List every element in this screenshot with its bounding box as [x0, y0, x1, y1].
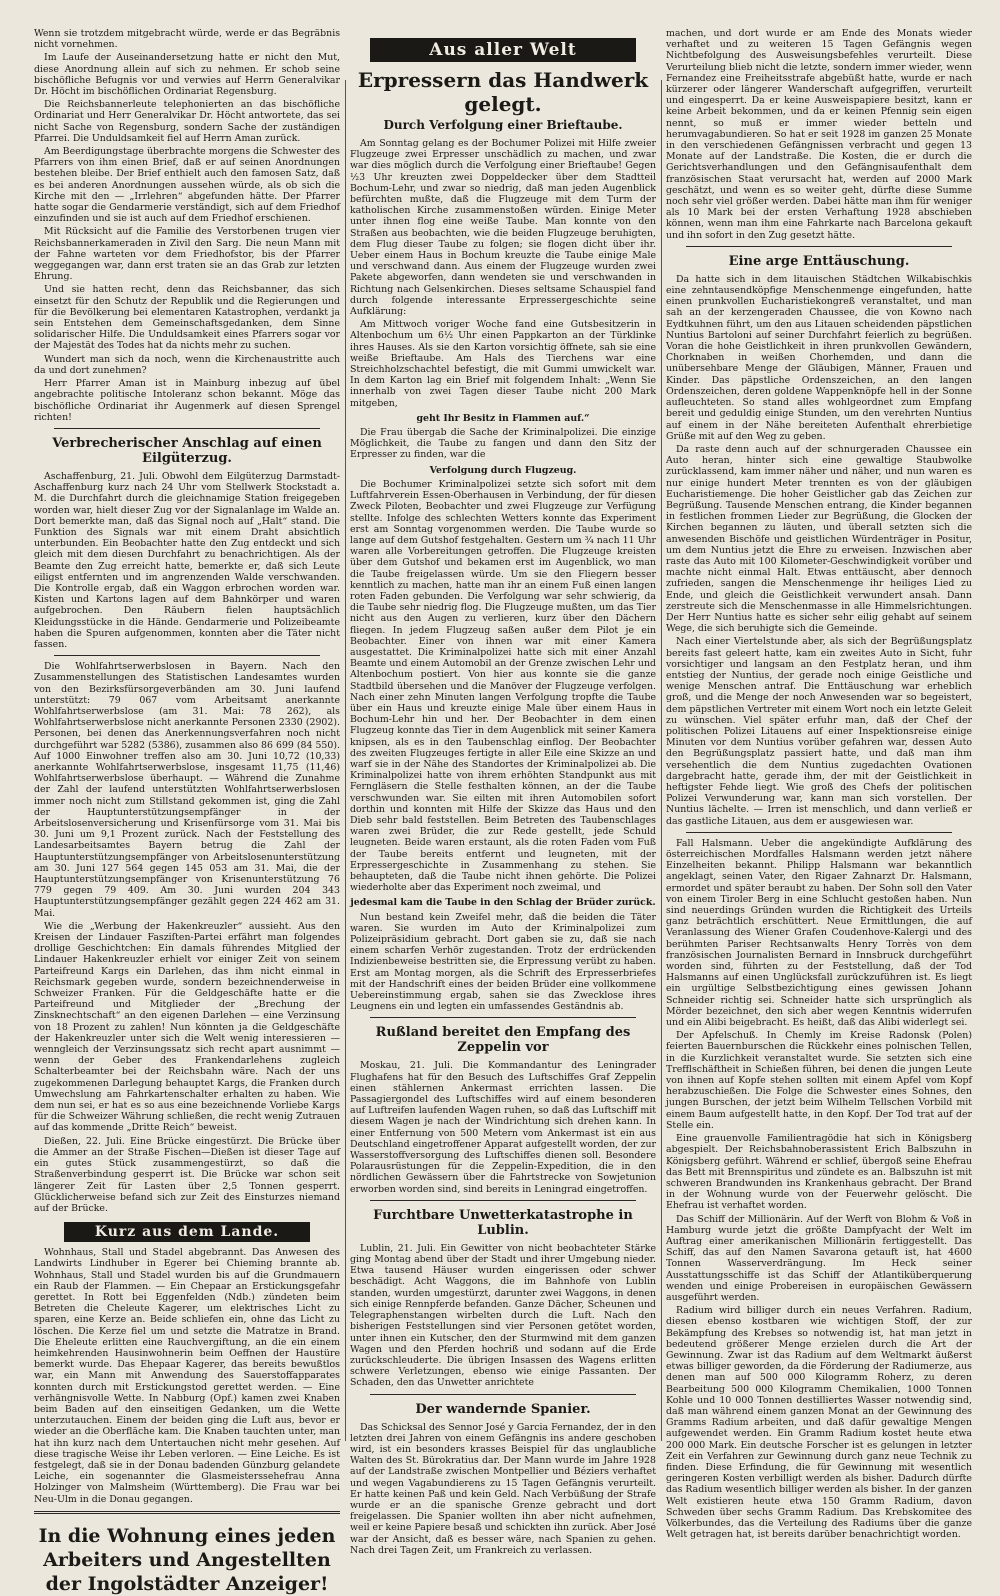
intro-paragraph: Im Laufe der Auseinandersetzung hatte er nicht den Mut, diese Anordnung allein auf sich zu nehmen. Er schob seine bischöfliche Befugnis vor und verwies auf Herrn Generalvikar Dr. Höcht im bischöflichen Ordinariat Regensburg.	[34, 52, 340, 98]
section-banner: Kurz aus dem Lande.	[64, 1222, 310, 1242]
article-paragraph: machen, und dort wurde er am Ende des Monats wieder verhaftet und zu weiteren 15 Tagen Gefängnis wegen Nichtbefolgung des Ausweisungsbefehles verurteilt. Diese Verurteilung blieb nicht die letzte, sondern immer wieder, wenn Fernandez eine Freiheitsstrafe abgebüßt hatte, wurde er nach kürzerer oder längerer Wanderschaft aufgegriffen, verurteilt und eingesperrt. Da er keine Ausweispapiere besitzt, kann er keine Arbeit bekommen, und da er keinen Pfennig sein eigen nennt, so muß er immer wieder betteln und herumvagabundieren. So hat er seit 1928 im ganzen 25 Monate in den verschiedenen Gefängnissen verbracht und gegen 13 Monate auf der Landstraße. Die Kosten, die er durch die Gerichtsverhandlungen und den Gefängnisaufenthalt dem französischen Staat verursacht hat, werden auf 2000 Mark geschätzt, und wenn es so weiter geht, dürfte diese Summe noch sehr viel größer werden. Dabei hätte man ihm für weniger als 10 Mark bei der ersten Verhaftung 1928 abschieben können, wenn man ihm eine Fahrkarte nach Barcelona gekauft und ihn sofort in den Zug gesetzt hätte.	[666, 28, 972, 241]
divider	[686, 832, 952, 833]
divider	[370, 1017, 636, 1018]
intro-paragraph: Die Reichsbannerleute telephonierten an das bischöfliche Ordinariat und Herr Generalvikar Dr. Höcht antwortete, das sei nicht Sache von Regensburg, sondern Sache der zuständigen Pfarrei. Die Unduldsamkeit fiel auf Herrn Aman zurück.	[34, 99, 340, 144]
article-paragraph: Die Wohlfahrtserwerbslosen in Bayern. Nach den Zusammenstellungen des Statistischen Landesamtes wurden von den Bezirksfürsorgeverbänden am 30. Juni laufend unterstützt: 79 067 vom Arbeitsamt anerkannte Wohlfahrtserwerbslose (am 31. Mai: 78 262), als Wohlfahrtserwerbslose nicht anerkannte Personen 2330 (2902). Personen, bei denen das Anerkennungsverfahren noch nicht durchgeführt war 5282 (5386), zusammen also 86 699 (84 550). Auf 1000 Einwohner treffen also am 30. Juni 10,72 (10,33) anerkannte Wohlfahrtserwerbslose, insgesamt 11,75 (11,46) Wohlfahrtserwerbslose überhaupt. — Während die Zunahme der Zahl der laufend unterstützten Wohlfahrtserwerbslosen immer noch nicht zum Stillstand gekommen ist, ging die Zahl der Hauptunterstützungsempfänger in der Arbeitslosenversicherung und Krisenfürsorge vom 31. Mai bis 30. Juni um 9,1 Prozent zurück. Nach der Feststellung des Landesarbeitsamtes Bayern betrug die Zahl der Hauptunterstützungsempfänger von Arbeitslosenunterstützung am 30. Juni 127 564 gegen 145 053 am 31. Mai, die der Hauptunterstützungsempfänger von Krisenunterstützung 76 779 gegen 79 409. Am 30. Juni wurden 204 343 Hauptunterstützungsempfänger gezählt gegen 224 462 am 31. Mai.	[34, 661, 340, 919]
article-paragraph: Wohnhaus, Stall und Stadel abgebrannt. Das Anwesen des Landwirts Lindhuber in Egerer bei Chieming brannte ab. Wohnhaus, Stall und Stadel wurden bis auf die Grundmauern ein Raub der Flammen. — Ein Chepaar an Erstickungsgefahr gerettet. In Rott bei Eggenfelden (Ndb.) zündeten beim Betreten die Cheleute Kagerer, um elektrisches Licht zu sparen, eine Kerze an. Beide schliefen ein, ohne das Licht zu löschen. Die Kerze fiel um und setzte die Matratze in Brand. Die Eheleute erlitten eine Rauchvergiftung, an die ein einem heimkehrenden Hausinwohnerin beim Oeffnen der Haustüre bemerkt wurde. Das Ehepaar Kagerer, das bereits bewußtlos war, ein Mann mit Anwendung des Sauerstoffapparates konnten durch mit Erstickungstod gerettet werden. — Eine verhängnisvolle Wette. In Nabburg (Opf.) kamen zwei Knaben beim Baden auf den einseitigen Gedanken, um die Wette unterzutauchen. Einem der beiden ging die Luft aus, bevor er wieder an die Oberfläche kam. Die Knaben tauchten unter, man hat ihn kurz nach dem Untertauchen nicht mehr gesehen. Auf diese tragische Weise ihr Leben verloren. — Eine Leiche. Es ist festgelegt, daß sie in der Donau badenden Günzburg gelandete Leiche, ein sogenannter die Glasmeisterssehefrau Anna Holzinger von Malmsheim (Württemberg). Die Frau war bei Neu-Ulm in die Donau gegangen.	[34, 1247, 340, 1505]
article-paragraph: Der Apfelschuß. In Chemly im Kreise Radonsk (Polen) feierten Bauernburschen die Rückkehr eines polnischen Tellen, in die Kurzlichkeit veranstaltet wurde. Sie setzten sich eine Trefflschäftheit in Schießen führen, bei denen die jungen Leute von ihnen auf Kopfe stehen sollten mit einem Apfel vom Kopf herabzuschießen. Die Folge die Schwester eines Sohnes, den jungen Burschen, der jetzt beim Wilhelm Tellschen Vorbild mit einem Baum aufgestellt hatte, in den Kopf. Der Tod trat auf der Stelle ein.	[666, 1030, 972, 1131]
article-headline: Verbrecherischer Anschlag auf einen Eilgüterzug.	[52, 435, 322, 466]
article-paragraph: Eine grauenvolle Familientragödie hat sich in Königsberg abgespielt. Der Reichsbahnoberassistent Erich Balbszuhn in Königsberg geführt. Während er schlief, übergoß seine Ehefrau das Bett mit Brennspiritus und zündete es an. Balbszuhn ist mit schweren Brandwunden ins Krankenhaus gebracht. Der Brand in der Wohnung wurde von der Feuerwehr gelöscht. Die Ehefrau ist verhaftet worden.	[666, 1133, 972, 1212]
article-paragraph: Da hatte sich in dem litauischen Städtchen Wilkabischkis eine zehntausendköpfige Menschenmenge eingefunden, hatte einen prunkvollen Eucharistiekongreß veranstaltet, und man sah an der kerzengeraden Chaussee, die von Kowno nach Eydtkuhnen führt, um den aus Litauen scheidenden päpstlichen Nuntius Bartoloni auf seiner Durchfahrt feierlich zu begrüßen. Voran die hohe Geistlichkeit in ihren prunkvollen Gewändern, Chorknaben in weißen Chorhemden, und dann die unübersehbare Menge der Gläubigen, Männer, Frauen und Kinder. Das päpstliche Ordenszeichen, an den langen Ordenszeichen, deren goldene Wappenknöpfe hell in der Sonne aufleuchteten. So stand alles wohlgeordnet zum Empfang bereit und geduldig einige Stunden, um den verehrten Nuntius auf einem in der Nähe bereiteten Aufenthalt ehrerbietige Grüße mit auf den Weg zu geben.	[666, 273, 972, 442]
intro-paragraph: Herr Pfarrer Aman ist in Mainburg inbezug auf übel angebrachte politische Intoleranz schon bekannt. Möge das bischöfliche Ordinariat ihr Augenmerk auf diesen Sprengel richten!	[34, 378, 340, 423]
intro-paragraph: Am Beerdigungstage überbrachte morgens die Schwester des Pfarrers von ihm einen Brief, daß er auf seinen Anordnungen bestehen bleibe. Der Brief enthielt auch den famosen Satz, daß es bei anderen Anordnungen aussehen würde, als ob sich die Kirche mit den — „Irrlehren“ abgefunden hätte. Der Pfarrer hatte sogar die Gendarmerie verständigt, sich auf dem Friedhof einzufinden und sie ist auch auf dem Friedhof erschienen.	[34, 146, 340, 225]
article-paragraph: Lublin, 21. Juli. Ein Gewitter von nicht beobachteter Stärke ging Montag abend über der Stadt und ihrer Umgebung nieder. Etwa tausend Häuser wurden eingerissen oder schwer beschädigt. Acht Waggons, die im Bahnhofe von Lublin standen, wurden umgestürzt, darunter zwei Waggons, in denen sich einige Rennpferde befanden. Ganze Dächer, Scheunen und Telegraphenstangen wirbelten durch die Luft. Nach den bisherigen Feststellungen sind vier Personen getötet worden, unter ihnen ein Kutscher, den der Sturmwind mit dem ganzen Wagen und den Pferden hochriß und sodann auf die Erde zurückschleuderte. Die übrigen Insassen des Wagens erlitten schwere Verletzungen, ebenso wie einige Passanten. Der Schaden, den das Unwetter anrichtete	[350, 1242, 656, 1389]
column-divider	[345, 80, 346, 1441]
divider	[34, 1511, 340, 1514]
divider	[54, 655, 320, 656]
section-banner: Aus aller Welt	[370, 38, 636, 62]
article-subhead: Verfolgung durch Flugzeug.	[429, 464, 577, 476]
article-paragraph: Am Sonntag gelang es der Bochumer Polizei mit Hilfe zweier Flugzeuge zwei Erpresser unschädlich zu machen, und zwar war dies möglich durch die Verfolgung einer Brieftaube! Gegen ½3 Uhr kreuzten zwei Doppeldecker über dem Stadtteil Bochum-Lehr, und zwar so niedrig, daß man jeden Augenblick befürchten mußte, daß die Flugzeuge mit dem Turm der katholischen Kirche zusammenstoßen würden. Einige Meter unter ihnen flog eine weiße Taube. Man konnte von den Straßen aus beobachten, wie die beiden Flugzeuge beruhigten, dem Flug dieser Taube zu folgen; sie flogen dicht über ihr. Ueber einem Haus in Bochum kreuzte die Taube einige Male und verschwand dann. Aus einem der Flugzeuge wurden zwei Pakete abgeworfen, dann wendeten sie und verschwanden in Richtung nach Gelsenkirchen. Dieses seltsame Schauspiel fand durch folgende interessante Erpressergeschichte seine Aufklärung:	[350, 138, 656, 318]
column-right	[666, 28, 972, 1596]
article-paragraph: Nach einer Viertelstunde aber, als sich der Begrüßungsplatz bereits fast geleert hatte, kam ein zweites Auto in Sicht, fuhr vorsichtiger und langsam an den Festplatz heran, und ihm entstieg der Nuntius, der gerade noch einige Geistliche und wenige Menschen antraf. Die Enttäuschung war erheblich groß, und die Menge der noch Anwesenden war so begeistert, dem päpstlichen Vertreter mit einem Wort noch ein letzte Geleit zu wünschen. Viel später erfuhr man, daß der Chef der politischen Polizei Litauens auf einer Inspektionsreise einige Minuten vor dem Nuntius vorüber gefahren war, dessen Auto den Begrüßungsplatz passiert hatte, und daß man ihm versehentlich die dem Nuntius zugedachten Ovationen dargebracht hatte, gerade ihm, der mit der Geistlichkeit in heftigster Fehde liegt. Wie groß des Chefs der politischen Polizei Verwunderung war, kann man sich vorstellen. Der Nuntius lächelte. — Irren ist menschlich, und dann verließ er das gastliche Litauen, aus dem er ausgewiesen war.	[666, 636, 972, 827]
intro-paragraph: Und sie hatten recht, denn das Reichsbanner, das sich einsetzt für den Schutz der Republik und die Regierungen und für die Bevölkerung bei elementaren Katastrophen, verdankt ja sein Entstehen dem Gemeinschaftsgedanken, dem Sinne solidarischer Hilfe. Die Unduldsamkeit eines Pfarrers sogar vor der Majestät des Todes hat da nichts mehr zu suchen.	[34, 284, 340, 352]
promo-line: In die Wohnung eines jeden	[38, 1524, 336, 1547]
article-paragraph: Aschaffenburg, 21. Juli. Obwohl dem Eilgüterzug Darmstadt-Aschaffenburg kurz nach 24 Uhr vom Stellwerk Stockstadt a. M. die Durchfahrt durch die gleichnamige Station freigegeben worden war, hielt dieser Zug vor der Signalanlage im Walde an. Dort bemerkte man, daß das Signal noch auf „Halt“ stand. Die Funktion des Signals war mit einem Draht absichtlich unterbunden. Ein Beobachter hatte den Zug entdeckt und sich gleich mit dem diesen Durchfahrt zu benachrichtigen. Als der Beamte den Zug erreicht hatte, bemerkte er, daß sich Leute eiligst entfernten und im angrenzenden Walde verschwanden. Die Kontrolle ergab, daß ein Waggon erbrochen worden war. Kisten und Kartons lagen auf dem Bahnkörper und waren aufgebrochen. Den Räubern fielen hauptsächlich Kleidungsstücke in die Hände. Gendarmerie und Polizeibeamte haben die Spuren aufgenommen, konnten aber die Täter nicht fassen.	[34, 470, 340, 650]
article-headline: Rußland bereitet den Empfang des Zeppelin vor	[375, 1025, 631, 1056]
column-divider	[661, 80, 662, 1441]
article-headline: Der wandernde Spanier.	[415, 1401, 591, 1417]
article-paragraph: Da raste denn auch auf der schnurgeraden Chaussee ein Auto heran, hinter sich eine gewaltige Staubwolke zurücklassend, kam immer näher und näher, und nun waren es nur einige hundert Meter trennten es von der gläubigen Eucharistiemenge. Die hoher Geistlicher gab das Zeichen zur Begrüßung. Tausende Menschen entrang, die Kinder begannen in festlichen frommen Lieder zur Begrüßung, die Glocken der Kirchen begannen zu läuten, und überall setzten sich die anwesenden Bischöfe und geistlichen Würdenträger in Positur, um dem Nuntius jetzt die Ehre zu erweisen. Inzwischen aber raste das Auto mit 100 Kilometer-Geschwindigkeit vorüber und machte nicht einmal Halt. Etwas enttäuscht, aber dennoch zufrieden, sangen die Menschenmenge ihr heiliges Lied zu Ende, und gleich die Geistlichkeit verwundert ansah. Dann zerstreute sich die Menschenmasse in alle Himmelsrichtungen. Der Herr Nuntius hatte es sicher sehr eilig gehabt auf seinem Wege, die sich beruhigte sich die Gemeinde.	[666, 443, 972, 635]
article-paragraph: Wie die „Werbung der Hakenkreuzler“ aussieht. Aus den Kreisen der Lindauer Fasziſten-Partei erfährt man folgendes drollige Geschichtchen: Ein damals führendes Mitglied der Lindauer Hakenkreuzler erhielt vor einiger Zeit von seinem Parteifreund Kargs ein Darlehen, das ihm nicht einmal in Reichsmark gegeben wurde, sondern bezeichnenderweise in Schweizer Franken. Für die Geldgeschäfte hatte er die Parteifreund und Mitglieder der „Brechung der Zinsknechtschaft“ an den eigenen Darlehen — eine Verzinsung von 18 Prozent zu zahlen! Nun könnten ja die Geldgeschäfte der Hakenkreuzler unter sich die Welt wenig interessieren — wenngleich der Verzinsungssatz sich recht apart ausnimmt — wenn der Geber des Frankendarlehens zugleich Schalterbeamter bei der Reichsbahn wäre. Nach der uns zugekommenen Darlegung behauptet Kargs, die Franken durch Umwechslung am Fahrkartenschalter erhalten zu haben. Wie dem nun sei, er hat es so aus eine bezeichnende Vorliebe Kargs für die Schweizer Währung schließen, die recht wenig Zutrauen auf das kommende „Dritte Reich“ beweist.	[34, 920, 340, 1134]
article-paragraph: Das Schicksal des Sennor José y Garcia Fernandez, der in den letzten drei Jahren von einem Gefängnis ins andere geschoben wird, ist ein besonders krasses Beispiel für das unglaubliche Walten des St. Bürokratius dar. Der Mann wurde im Jahre 1928 auf der Landstraße zwischen Montpellier und Béziers verhaftet und wegen Vagabundierens zu 15 Tagen Gefängnis verurteilt. Er hatte keinen Paß und kein Geld. Nach Verbüßung der Strafe wurde er an die spanische Grenze gebracht und dort freigelassen. Die Spanier wollten ihn aber nicht aufnehmen, weil er keine Papiere besaß und schickten ihn zurück. Aber José war der Ansicht, daß es besser wäre, nach Spanien zu gehen. Nach drei Tagen Zeit, um Frankreich zu verlassen.	[350, 1421, 656, 1556]
column-left	[34, 28, 340, 1596]
article-paragraph: Am Mittwoch voriger Woche fand eine Gutsbesitzerin in Altenbochum um 6½ Uhr einen Pappkarton an der Türklinke ihres Hauses. Als sie den Karton vorsichtig öffnete, sah sie eine weiße Brieftaube. Am Hals des Tierchens war eine Streichholzschachtel befestigt, die mit Gummi umwickelt war. In dem Karton lag ein Brief mit folgendem Inhalt: „Wenn Sie innerhalb von zwei Tagen dieser Taube nicht 200 Mark mitgeben,	[350, 319, 656, 409]
promo-line: der Ingolstädter Anzeiger!	[45, 1572, 329, 1595]
divider	[54, 428, 320, 429]
article-subtitle: Durch Verfolgung einer Brieftaube.	[383, 118, 623, 132]
divider	[686, 246, 952, 247]
divider	[370, 1200, 636, 1201]
intro-paragraph: Wundert man sich da noch, wenn die Kirchenaustritte auch da und dort zunehmen?	[34, 353, 340, 376]
intro-paragraph: Mit Rücksicht auf die Familie des Verstorbenen trugen vier Reichsbannerkameraden in Zivil den Sarg. Die neun Mann mit der Fahne warteten vor dem Friedhofstor, bis der Pfarrer weggegangen war, dann erst traten sie an das Grab zur letzten Ehrung.	[34, 226, 340, 283]
intro-paragraph: Wenn sie trotzdem mitgebracht würde, werde er das Begräbnis nicht vornehmen.	[34, 28, 340, 51]
article-paragraph: Radium wird billiger durch ein neues Verfahren. Radium, diesen ebenso kostbaren wie wichtigen Stoff, der zur Bekämpfung des Krebses so notwendig ist, hat man jetzt in bedeutend größerer Menge erzielen durch die Art der Gewinnung. Zwar ist das Radium auf dem Weltmarkt äußerst etwas billiger geworden, da die Förderung der Radiumerze, aus denen man auf 500 000 Kilogramm Roherz, zu deren Bearbeitung 500 000 Kilogramm Chemikalien, 1000 Tonnen Kohle und 10 000 Tonnen destilliertes Wasser notwendig sind, daß man während einem ganzen Monat an der Gewinnung des Gramms Radium arbeiten, und daß dafür gewaltige Mengen aufgewendet werden. Ein Gramm Radium kostet heute etwa 200 000 Mark. Ein deutsche Forscher ist es gelungen in letzter Zeit ein Verfahren zur Gewinnung durch ganz neue Technik zu finden. Diese Erfindung, die für Gewinnung mit wesentlich geringeren Kosten verbilligt werden als bisher. Dadurch dürfte das Radium wesentlich billiger werden als bisher. In der ganzen Welt existieren heute etwa 150 Gramm Radium, davon Schweden über sechs Gramm Radium. Das Krebskomitee des Völkerbundes, das die Verteilung des Radiums über die ganze Welt getragen hat, ist bereits darüber benachrichtigt worden.	[666, 1305, 972, 1541]
promo-banner	[34, 1524, 340, 1596]
column-middle	[350, 28, 656, 1596]
article-subhead: geht Ihr Besitz in Flammen auf.“	[416, 412, 590, 424]
article-paragraph: Nun bestand kein Zweifel mehr, daß die beiden die Täter waren. Sie wurden im Auto der Kriminalpolizei zum Polizeipräsidium gebracht. Dort gaben sie zu, daß sie nach einem scharfen Verhör zugestanden. Trotz der erdrückenden Indizienbeweise bestritten sie, die Erpressung verübt zu haben. Erst am Montag morgen, als die Schrift des Erpresserbriefes mit der Handschrift eines der beiden Brüder eine vollkommene Uebereinstimmung ergab, sahen sie das Zwecklose ihres Leugnens ein und legten ein umfassendes Geständnis ab.	[350, 911, 656, 1013]
article-headline: Furchtbare Unwetterkatastrophe in Lublin.	[373, 1207, 633, 1238]
article-headline: Erpressern das Handwerk gelegt.	[357, 68, 649, 116]
article-subhead: jedesmal kam die Taube in den Schlag der Brüder zurück.	[350, 897, 656, 909]
article-paragraph: Die Bochumer Kriminalpolizei setzte sich sofort mit dem Luftfahrverein Essen-Oberhausen in Verbindung, der für diesen Zweck Piloten, Beobachter und zwei Flugzeuge zur Verfügung stellte. Infolge des schlechten Wetters konnte das Experiment erst am Sonntag vorgenommen werden. Die Taube wurde so lange auf dem Gutshof festgehalten. Gestern um ¾ nach 11 Uhr waren alle Vorbereitungen getroffen. Die Flugzeuge kreisten über dem Gutshof und bekamen erst im Augenblick, wo man die Taube freigelassen würde. Um sie den Fliegern besser kenntlich zu machen, hatte man ihr an einem Fuß einen langen roten Faden gebunden. Die Verfolgung war sehr schwierig, da die Taube sehr niedrig flog. Die Flugzeuge mußten, um das Tier nicht aus den Augen zu verlieren, kurz über den Dächern fliegen. In jedem Flugzeug saßen außer dem Pilot je ein Beobachter. Einer von ihnen war mit einer Kamera ausgestattet. Die Kriminalpolizei hatte sich mit einer Anzahl Beamte und einem Automobil an der Grenze zwischen Lehr und Altenbochum postiert. Von hier aus konnte sie die ganze Stadtbild übersehen und die Manöver der Flugzeuge verfolgen. Nach einer zehn Minuten langen Verfolgung tropfte die Taube über ein Haus und kreuzte einige Male über einem Haus in Bochum-Lehr hin und her. Der Beobachter in dem einen Flugzeug konnte das Tier in dem Augenblick mit seiner Kamera knipsen, als es in den Taubenschlag einflog. Der Beobachter des zweiten Flugzeuges fertigte in aller Eile eine Skizze an und warf sie in der Nähe des Standortes der Kriminalpolizei ab. Die Kriminalpolizei hatte von ihrem erhöhten Standpunkt aus mit Ferngläsern die Stelle festhalten können, an der die Taube verschwunden war. Sie eilten mit ihren Automobilen sofort dorthin und konnten mit Hilfe der Skizze das Haus und den Dieb sehr bald feststellen. Beim Betreten des Taubenschlages waren zwei Brüder, die zur Rede gestellt, jede Schuld leugneten. Beide waren erstaunt, als die roten Faden vom Fuß der Taube bereits entfernt und leugneten, mit der Erpressergeschichte in Zusammenhang zu stehen. Sie behaupteten, daß die Taube nicht ihnen gehörte. Die Polizei wiederholte aber das Experiment noch zweimal, und	[350, 478, 656, 894]
article-paragraph: Dießen, 22. Juli. Eine Brücke eingestürzt. Die Brücke über die Ammer an der Straße Fischen—Dießen ist dieser Tage auf ein gutes Stück zusammengestürzt, so daß die Straßenverbindung gesperrt ist. Die Brücke war schon seit längerer Zeit für Lasten über 2,5 Tonnen gesperrt. Glücklicherweise befand sich zur Zeit des Einsturzes niemand auf der Brücke.	[34, 1135, 340, 1214]
article-headline: Eine arge Enttäuschung.	[728, 253, 910, 269]
article-paragraph: Fall Halsmann. Ueber die angekündigte Aufklärung des österreichischen Mordfalles Halsmann werden jetzt nähere Einzelheiten bekannt. Philipp Halsmann war bekanntlich angeklagt, seinen Vater, den Rigaer Zahnarzt Dr. Halsmann, ermordet und später beraubt zu haben. Der Sohn soll den Vater von einem Tiroler Berg in eine Schlucht gestoßen haben. Nun sind neuerdings Gründen wurden die Richtigkeit des Urteils ganz beträchtlich erschüttert. Neue Ermittlungen, die auf Veranlassung des Wiener Grafen Coudenhove-Kalergi und des berühmten Pariser Rechtsanwalts Henry Torrès von dem französischen Journalisten Bernard in Innsbruck durchgeführt worden sind, führten zu der Feststellung, daß der Tod Halsmanns auf einen Unglücksfall zurückzuführen ist. Es liegt ein urgültige Selbstbezichtigung eines gewissen Johann Schneider richtig sei. Schneider hatte sich ursprünglich als Mörder bezeichnet, den sich aber wegen Kenntnis widerrufen und ein Alibi beigebracht. Es heißt, daß das Alibi widerlegt sei.	[666, 837, 972, 1029]
divider	[370, 1394, 636, 1395]
promo-line: Arbeiters und Angestellten	[43, 1548, 331, 1571]
article-paragraph: Das Schiff der Millionärin. Auf der Werft von Blohm & Voß in Hamburg wurde jetzt die größte Dampfyacht der Welt im Auftrag einer amerikanischen Millionärin fertiggestellt. Das Schiff, das auf den Namen Savarona getauft ist, hat 4600 Tonnen Wasserverdrängung. Im Heck seiner Ausstattungsschiffe ist das Schiff der Atlantiküberquerung wenden und einige Probereisen in europäischen Gewässern ausgeführt werden.	[666, 1213, 972, 1303]
article-paragraph: Die Frau übergab die Sache der Kriminalpolizei. Die einzige Möglichkeit, die Taube zu fangen und dann den Sitz der Erpresser zu finden, war die	[350, 427, 656, 461]
article-paragraph: Moskau, 21. Juli. Die Kommandantur des Leningrader Flughafens hat für den Besuch des Luftschiffes Graf Zeppelin einen stählernen Ankermast errichten lassen. Die Passagiergondel des Luftschiffes wird auf einem besonderen auf Luftreifen laufenden Wagen ruhen, so daß das Luftschiff mit diesem Wagen je nach der Windrichtung sich drehen kann. In einer Entfernung von 500 Metern vom Ankermast ist ein aus Deutschland eingetroffener Apparat aufgestellt worden, der zur Wasserstoffversorgung des Luftschiffes dienen soll. Besondere Polarausrüstungen für die Zeppelin-Expedition, die in den nördlichen Gewässern über die Fahrtstrecke von Sowjetunion erworben worden sind, sind bereits in Leningrad eingetroffen.	[350, 1060, 656, 1195]
